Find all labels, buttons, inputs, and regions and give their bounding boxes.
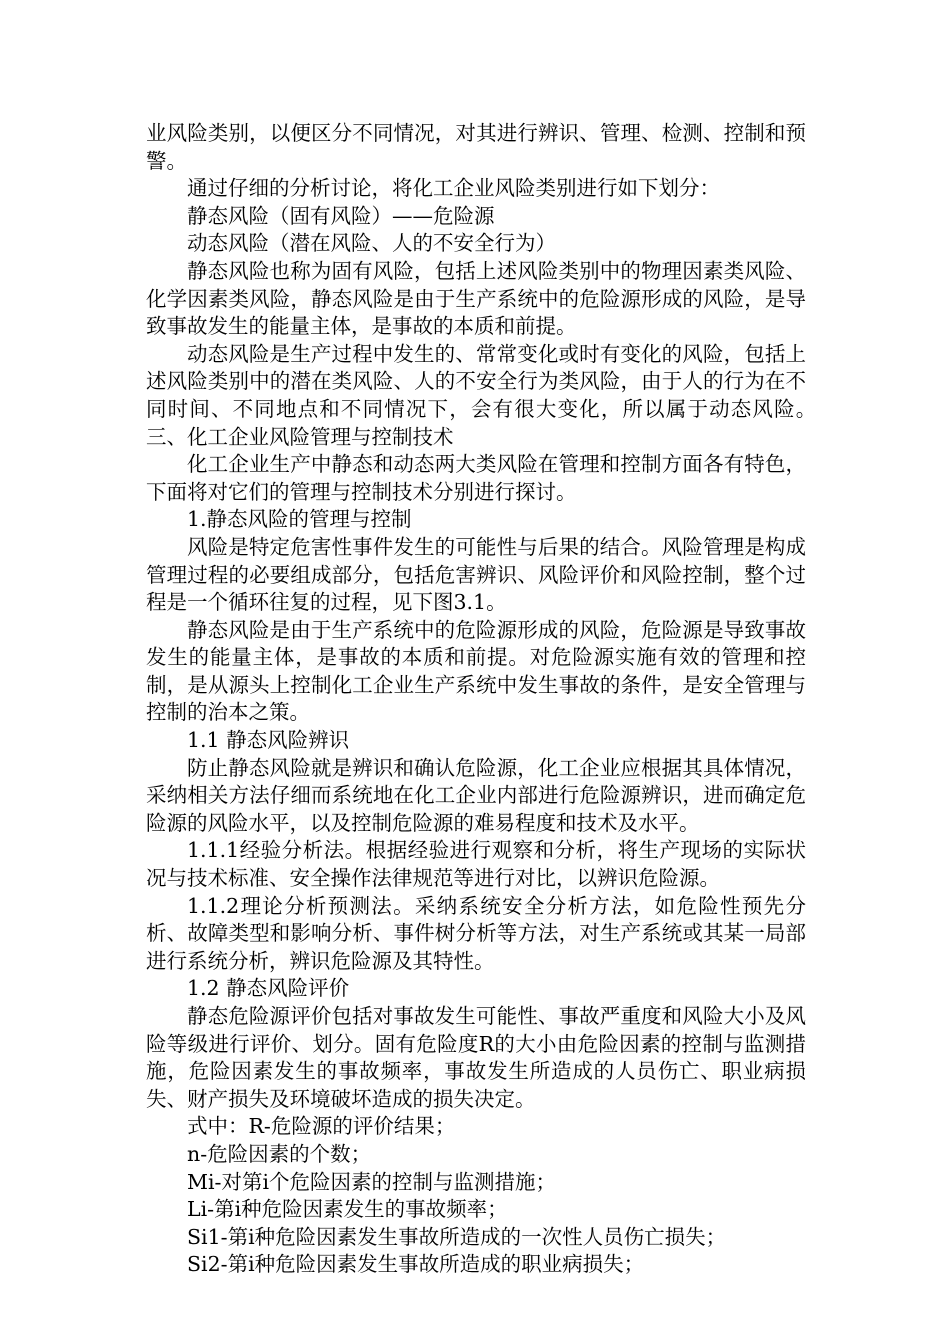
formula-legend-item: Si1-第i种危险因素发生事故所造成的一次性人员伤亡损失； <box>187 1224 727 1249</box>
paragraph: 通过仔细的分析讨论，将化工企业风险类别进行如下划分： <box>187 176 720 201</box>
paragraph: 动态风险（潜在风险、人的不安全行为） <box>187 231 556 256</box>
document-page <box>146 120 909 1279</box>
paragraph: 静态风险是由于生产系统中的危险源形成的风险，危险源是导致事故发生的能量主体，是事故的本质和前提。对危险源实施有效的管理和控制，是从源头上控制化工企业生产系统中发生事故的条件，是安全管理与控制的治本之策。 <box>146 617 806 725</box>
section-heading: 1.1 静态风险辨识 <box>187 728 350 753</box>
paragraph: 静态风险（固有风险）——危险源 <box>187 203 495 228</box>
paragraph: 风险是特定危害性事件发生的可能性与后果的结合。风险管理是构成管理过程的必要组成部分，包括危害辨识、风险评价和风险控制，整个过程是一个循环往复的过程，见下图3.1。 <box>146 534 806 615</box>
paragraph: 1.1.2理论分析预测法。采纳系统安全分析方法，如危险性预先分析、故障类型和影响分析、事件树分析等方法，对生产系统或其某一局部进行系统分析，辨识危险源及其特性。 <box>146 893 806 973</box>
paragraph: 动态风险是生产过程中发生的、常常变化或时有变化的风险，包括上述风险类别中的潜在类风险、人的不安全行为类风险，由于人的行为在不同时间、不同地点和不同情况下，会有很大变化，所以属于动态风险。 三、化工企业风险管理与控制技术 <box>146 341 909 449</box>
formula-legend-item: n-危险因素的个数； <box>187 1141 372 1166</box>
paragraph: 静态危险源评价包括对事故发生可能性、事故严重度和风险大小及风险等级进行评价、划分。固有危险度R的大小由危险因素的控制与监测措施，危险因素发生的事故频率，事故发生所造成的人员伤亡、职业病损失、财产损失及环境破坏造成的损失决定。 <box>146 1004 806 1111</box>
section-heading: 1.静态风险的管理与控制 <box>187 507 412 532</box>
section-heading: 1.2 静态风险评价 <box>187 976 350 1001</box>
formula-legend-item: Mi-对第i个危险因素的控制与监测措施； <box>187 1169 557 1194</box>
paragraph: 业风险类别，以便区分不同情况，对其进行辨识、管理、检测、控制和预警。 <box>146 121 806 173</box>
paragraph: 化工企业生产中静态和动态两大类风险在管理和控制方面各有特色，下面将对它们的管理与控制技术分别进行探讨。 <box>146 452 806 504</box>
formula-legend-item: Li-第i种危险因素发生的事故频率； <box>187 1197 508 1222</box>
paragraph: 防止静态风险就是辨识和确认危险源，化工企业应根据其具体情况，采纳相关方法仔细而系统地在化工企业内部进行危险源辨识，进而确定危险源的风险水平，以及控制危险源的难易程度和技术及水平。 <box>146 755 806 835</box>
paragraph: 1.1.1经验分析法。根据经验进行观察和分析，将生产现场的实际状况与技术标准、安全操作法律规范等进行对比，以辨识危险源。 <box>146 838 806 891</box>
formula-legend-item: Si2-第i种危险因素发生事故所造成的职业病损失； <box>187 1252 645 1277</box>
paragraph: 静态风险也称为固有风险，包括上述风险类别中的物理因素类风险、化学因素类风险，静态风险是由于生产系统中的危险源形成的风险，是导致事故发生的能量主体，是事故的本质和前提。 <box>146 258 806 339</box>
formula-legend-item: 式中：R-危险源的评价结果； <box>187 1114 456 1139</box>
